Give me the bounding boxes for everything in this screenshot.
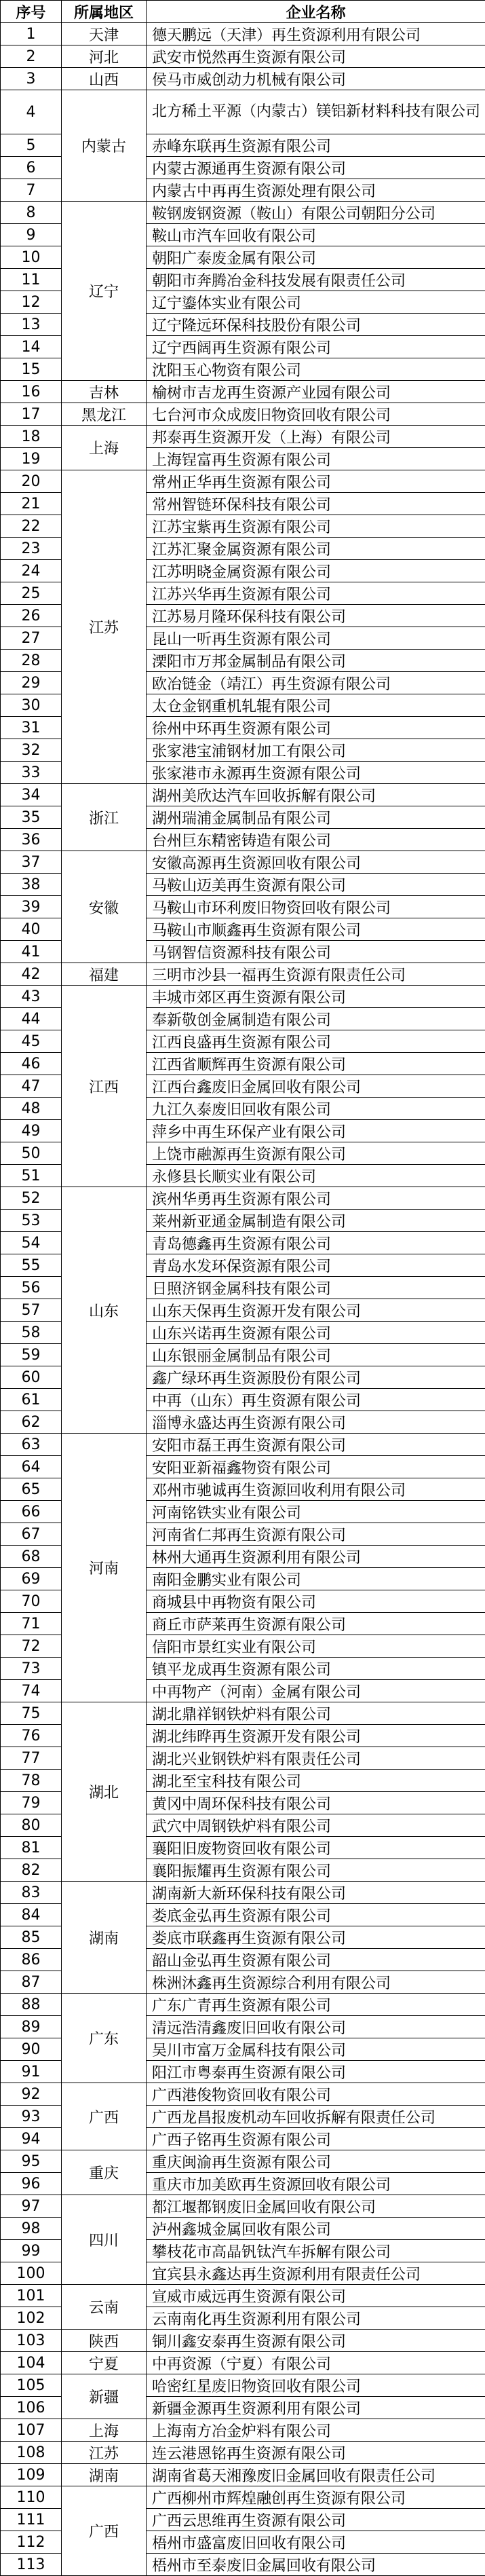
company-name: 江西省顺辉再生资源有限公司 <box>147 1053 485 1075</box>
row-number: 18 <box>1 426 62 448</box>
region-cell: 湖北 <box>62 1702 147 1882</box>
row-number: 12 <box>1 291 62 314</box>
company-name: 广西子铭再生资源有限公司 <box>147 2128 485 2150</box>
table-row <box>1 2464 485 2486</box>
company-name: 铜川鑫安泰再生资源有限公司 <box>147 2330 485 2352</box>
row-number: 52 <box>1 1187 62 1210</box>
row-number: 78 <box>1 1770 62 1792</box>
row-number: 13 <box>1 314 62 336</box>
table-row <box>1 2374 485 2397</box>
row-number: 71 <box>1 1613 62 1635</box>
row-number: 34 <box>1 784 62 806</box>
company-name: 朝阳市奔腾冶金科技发展有限责任公司 <box>147 269 485 291</box>
row-number: 111 <box>1 2509 62 2531</box>
row-number: 21 <box>1 493 62 515</box>
company-name: 重庆闽渝再生资源有限公司 <box>147 2150 485 2173</box>
company-name: 江西良盛再生资源有限公司 <box>147 1030 485 1053</box>
region-cell: 内蒙古 <box>62 90 147 202</box>
company-name: 梧州市盛富废旧回收有限公司 <box>147 2531 485 2554</box>
row-number: 80 <box>1 1814 62 1837</box>
table-row <box>1 963 485 986</box>
region-cell: 上海 <box>62 2419 147 2442</box>
row-number: 40 <box>1 918 62 941</box>
row-number: 108 <box>1 2442 62 2464</box>
row-number: 57 <box>1 1299 62 1322</box>
row-number: 2 <box>1 45 62 68</box>
table-row <box>1 2442 485 2464</box>
company-name: 清远浩清鑫废旧回收有限公司 <box>147 2016 485 2038</box>
company-name: 张家港宝浦钢材加工有限公司 <box>147 739 485 762</box>
company-name: 青岛德鑫再生资源有限公司 <box>147 1232 485 1254</box>
company-name: 林州大通再生资源利用有限公司 <box>147 1546 485 1568</box>
company-name: 武安市悦然再生资源有限公司 <box>147 45 485 68</box>
row-number: 1 <box>1 23 62 45</box>
company-name: 云南南化再生资源利用有限公司 <box>147 2307 485 2330</box>
row-number: 48 <box>1 1098 62 1120</box>
company-name: 马鞍山市顺鑫再生资源有限公司 <box>147 918 485 941</box>
row-number: 110 <box>1 2486 62 2509</box>
company-name: 邓州市驰诚再生资源回收利用有限公司 <box>147 1478 485 1501</box>
row-number: 63 <box>1 1434 62 1456</box>
row-number: 49 <box>1 1120 62 1142</box>
company-name: 马鞍山迈美再生资源有限公司 <box>147 874 485 896</box>
row-number: 98 <box>1 2218 62 2240</box>
company-name: 阳江市粤泰再生资源有限公司 <box>147 2061 485 2083</box>
company-name: 欧冶链金（靖江）再生资源有限公司 <box>147 672 485 694</box>
company-name: 新疆金源再生资源利用有限公司 <box>147 2397 485 2419</box>
row-number: 66 <box>1 1501 62 1523</box>
company-name: 安阳市磊王再生资源有限公司 <box>147 1434 485 1456</box>
row-number: 64 <box>1 1456 62 1478</box>
company-name: 湖州瑞浦金属制品有限公司 <box>147 806 485 829</box>
company-name: 安徽高源再生资源回收有限公司 <box>147 851 485 874</box>
table-row <box>1 986 485 1008</box>
company-name: 商丘市萨莱再生资源有限公司 <box>147 1613 485 1635</box>
company-name: 朝阳广泰废金属有限公司 <box>147 246 485 269</box>
row-number: 79 <box>1 1792 62 1814</box>
company-name: 江苏宝紫再生资源有限公司 <box>147 515 485 538</box>
company-name: 中再（山东）再生资源有限公司 <box>147 1389 485 1411</box>
row-number: 70 <box>1 1590 62 1613</box>
table-row <box>1 381 485 403</box>
company-name: 河南省仁邦再生资源有限公司 <box>147 1523 485 1546</box>
row-number: 19 <box>1 448 62 470</box>
company-name: 哈密红星废旧物资回收有限公司 <box>147 2374 485 2397</box>
table-row <box>1 1994 485 2016</box>
row-number: 16 <box>1 381 62 403</box>
row-number: 101 <box>1 2285 62 2307</box>
company-name: 江苏兴华再生资源有限公司 <box>147 582 485 605</box>
company-name: 辽宁鎏体实业有限公司 <box>147 291 485 314</box>
region-cell: 山西 <box>62 68 147 90</box>
table-row <box>1 2352 485 2374</box>
company-name: 滨州华勇再生资源有限公司 <box>147 1187 485 1210</box>
row-number: 20 <box>1 470 62 493</box>
table-row <box>1 2330 485 2352</box>
company-name: 徐州中环再生资源有限公司 <box>147 717 485 739</box>
row-number: 58 <box>1 1322 62 1344</box>
company-name: 马钢智信资源科技有限公司 <box>147 941 485 963</box>
company-name: 莱州新亚通金属制造有限公司 <box>147 1210 485 1232</box>
company-name: 重庆市加美欧再生资源回收有限公司 <box>147 2173 485 2195</box>
company-name: 山东天保再生资源开发有限公司 <box>147 1299 485 1322</box>
company-name: 丰城市郊区再生资源有限公司 <box>147 986 485 1008</box>
row-number: 92 <box>1 2083 62 2106</box>
row-number: 77 <box>1 1747 62 1770</box>
region-cell: 广西 <box>62 2486 147 2576</box>
row-number: 96 <box>1 2173 62 2195</box>
table-row <box>1 90 485 134</box>
company-name: 淄博永盛达再生资源有限公司 <box>147 1411 485 1434</box>
row-number: 97 <box>1 2195 62 2218</box>
row-number: 29 <box>1 672 62 694</box>
region-cell: 黑龙江 <box>62 403 147 426</box>
row-number: 100 <box>1 2262 62 2285</box>
company-name: 上饶市融源再生资源有限公司 <box>147 1142 485 1165</box>
row-number: 35 <box>1 806 62 829</box>
region-cell: 安徽 <box>62 851 147 963</box>
row-number: 76 <box>1 1725 62 1747</box>
row-number: 38 <box>1 874 62 896</box>
company-name: 日照济钢金属科技有限公司 <box>147 1277 485 1299</box>
row-number: 106 <box>1 2397 62 2419</box>
row-number: 45 <box>1 1030 62 1053</box>
company-name: 娄底市联鑫再生资源有限公司 <box>147 1926 485 1949</box>
row-number: 68 <box>1 1546 62 1568</box>
company-name: 鞍钢废钢资源（鞍山）有限公司朝阳分公司 <box>147 202 485 224</box>
row-number: 33 <box>1 762 62 784</box>
row-number: 69 <box>1 1568 62 1590</box>
row-number: 91 <box>1 2061 62 2083</box>
company-name: 广西云思维再生资源有限公司 <box>147 2509 485 2531</box>
company-name: 娄底金弘再生资源有限公司 <box>147 1904 485 1926</box>
company-name: 德天鹏远（天津）再生资源利用有限公司 <box>147 23 485 45</box>
company-name: 广西港俊物资回收有限公司 <box>147 2083 485 2106</box>
region-cell: 陕西 <box>62 2330 147 2352</box>
company-name: 青岛水发环保资源有限公司 <box>147 1254 485 1277</box>
row-number: 14 <box>1 336 62 358</box>
table-row <box>1 403 485 426</box>
company-name: 湖南新大新环保科技有限公司 <box>147 1882 485 1904</box>
region-cell: 湖南 <box>62 1882 147 1994</box>
row-number: 90 <box>1 2038 62 2061</box>
region-cell: 河南 <box>62 1434 147 1702</box>
region-cell: 河北 <box>62 45 147 68</box>
row-number: 26 <box>1 605 62 627</box>
table-row <box>1 2486 485 2509</box>
row-number: 36 <box>1 829 62 851</box>
region-cell: 江苏 <box>62 470 147 784</box>
row-number: 102 <box>1 2307 62 2330</box>
company-name: 邦泰再生资源开发（上海）有限公司 <box>147 426 485 448</box>
region-cell: 上海 <box>62 426 147 470</box>
row-number: 47 <box>1 1075 62 1098</box>
company-name: 连云港恩铭再生资源有限公司 <box>147 2442 485 2464</box>
row-number: 59 <box>1 1344 62 1366</box>
company-name: 广东广青再生资源有限公司 <box>147 1994 485 2016</box>
company-name: 榆树市吉龙再生资源产业园有限公司 <box>147 381 485 403</box>
row-number: 88 <box>1 1994 62 2016</box>
company-name: 梧州市至泰废旧金属回收有限公司 <box>147 2554 485 2576</box>
company-name: 太仓金钢重机轧辊有限公司 <box>147 694 485 717</box>
row-number: 8 <box>1 202 62 224</box>
company-name: 江苏易月隆环保科技有限公司 <box>147 605 485 627</box>
company-name: 辽宁隆远环保科技股份有限公司 <box>147 314 485 336</box>
company-name: 江苏汇聚金属资源有限公司 <box>147 538 485 560</box>
company-name: 马鞍山市环利废旧物资回收有限公司 <box>147 896 485 918</box>
row-number: 17 <box>1 403 62 426</box>
row-number: 112 <box>1 2531 62 2554</box>
table-row <box>1 202 485 224</box>
row-number: 25 <box>1 582 62 605</box>
row-number: 54 <box>1 1232 62 1254</box>
row-number: 103 <box>1 2330 62 2352</box>
company-name: 奉新敬创金属制造有限公司 <box>147 1008 485 1030</box>
table-body <box>1 23 485 2576</box>
row-number: 3 <box>1 68 62 90</box>
company-name: 内蒙古中再再生资源处理有限公司 <box>147 179 485 202</box>
region-cell: 江苏 <box>62 2442 147 2464</box>
company-name: 北方稀土平源（内蒙古）镁铝新材料科技有限公司 <box>147 90 485 134</box>
company-name: 赤峰东联再生资源有限公司 <box>147 134 485 157</box>
row-number: 60 <box>1 1366 62 1389</box>
row-number: 99 <box>1 2240 62 2262</box>
region-cell: 四川 <box>62 2195 147 2285</box>
region-cell: 福建 <box>62 963 147 986</box>
row-number: 67 <box>1 1523 62 1546</box>
table-row <box>1 1434 485 1456</box>
row-number: 73 <box>1 1658 62 1680</box>
row-number: 61 <box>1 1389 62 1411</box>
company-name: 宣威市威远再生资源有限公司 <box>147 2285 485 2307</box>
region-cell: 广西 <box>62 2083 147 2150</box>
region-cell: 重庆 <box>62 2150 147 2195</box>
region-cell: 湖南 <box>62 2464 147 2486</box>
company-name: 侯马市威创动力机械有限公司 <box>147 68 485 90</box>
row-number: 43 <box>1 986 62 1008</box>
company-name: 南阳金鹏实业有限公司 <box>147 1568 485 1590</box>
region-cell: 宁夏 <box>62 2352 147 2374</box>
row-number: 5 <box>1 134 62 157</box>
region-cell: 广东 <box>62 1994 147 2083</box>
company-name: 鑫广绿环再生资源股份有限公司 <box>147 1366 485 1389</box>
company-name: 湖北鼎祥钢铁炉料有限公司 <box>147 1702 485 1725</box>
company-name: 常州正华再生资源有限公司 <box>147 470 485 493</box>
row-number: 31 <box>1 717 62 739</box>
row-number: 89 <box>1 2016 62 2038</box>
table-row <box>1 784 485 806</box>
table-row <box>1 2195 485 2218</box>
row-number: 107 <box>1 2419 62 2442</box>
company-name: 萍乡中再生环保产业有限公司 <box>147 1120 485 1142</box>
header-no: 序号 <box>1 1 62 23</box>
row-number: 95 <box>1 2150 62 2173</box>
company-name: 攀枝花市高晶钒钛汽车拆解有限公司 <box>147 2240 485 2262</box>
company-name: 吴川市富万金属科技有限公司 <box>147 2038 485 2061</box>
company-name: 镇平龙成再生资源有限公司 <box>147 1658 485 1680</box>
row-number: 27 <box>1 627 62 650</box>
region-cell: 天津 <box>62 23 147 45</box>
table-row <box>1 470 485 493</box>
header-name: 企业名称 <box>147 1 485 23</box>
company-name: 溧阳市万邦金属制品有限公司 <box>147 650 485 672</box>
company-name: 河南铭铁实业有限公司 <box>147 1501 485 1523</box>
row-number: 93 <box>1 2106 62 2128</box>
row-number: 105 <box>1 2374 62 2397</box>
row-number: 86 <box>1 1949 62 1971</box>
company-name: 襄阳旧废物资回收有限公司 <box>147 1837 485 1859</box>
row-number: 41 <box>1 941 62 963</box>
company-name: 上海锃富再生资源有限公司 <box>147 448 485 470</box>
company-name: 襄阳振耀再生资源有限公司 <box>147 1859 485 1882</box>
header-region: 所属地区 <box>62 1 147 23</box>
row-number: 53 <box>1 1210 62 1232</box>
company-name: 韶山金弘再生资源有限公司 <box>147 1949 485 1971</box>
table-row <box>1 45 485 68</box>
region-cell: 浙江 <box>62 784 147 851</box>
row-number: 75 <box>1 1702 62 1725</box>
company-name: 江西台鑫废旧金属回收有限公司 <box>147 1075 485 1098</box>
row-number: 4 <box>1 90 62 134</box>
region-cell: 吉林 <box>62 381 147 403</box>
row-number: 74 <box>1 1680 62 1702</box>
table-row <box>1 851 485 874</box>
company-name: 湖北兴业钢铁炉料有限责任公司 <box>147 1747 485 1770</box>
row-number: 10 <box>1 246 62 269</box>
company-name: 山东兴诺再生资源有限公司 <box>147 1322 485 1344</box>
company-name: 信阳市景红实业有限公司 <box>147 1635 485 1658</box>
company-name: 中再资源（宁夏）有限公司 <box>147 2352 485 2374</box>
company-name: 湖北纬晔再生资源开发有限公司 <box>147 1725 485 1747</box>
company-name: 三明市沙县一福再生资源有限责任公司 <box>147 963 485 986</box>
region-cell: 辽宁 <box>62 202 147 381</box>
row-number: 72 <box>1 1635 62 1658</box>
row-number: 104 <box>1 2352 62 2374</box>
company-name: 武穴中周钢铁炉料有限公司 <box>147 1814 485 1837</box>
company-name: 江苏明晓金属资源有限公司 <box>147 560 485 582</box>
table-row <box>1 1702 485 1725</box>
company-name: 都江堰都钢废旧金属回收有限公司 <box>147 2195 485 2218</box>
row-number: 55 <box>1 1254 62 1277</box>
row-number: 37 <box>1 851 62 874</box>
row-number: 7 <box>1 179 62 202</box>
table-row <box>1 1882 485 1904</box>
row-number: 109 <box>1 2464 62 2486</box>
company-name: 内蒙古源通再生资源有限公司 <box>147 157 485 179</box>
row-number: 87 <box>1 1971 62 1994</box>
row-number: 24 <box>1 560 62 582</box>
row-number: 65 <box>1 1478 62 1501</box>
company-name: 九江久泰废旧回收有限公司 <box>147 1098 485 1120</box>
company-name: 永修县长顺实业有限公司 <box>147 1165 485 1187</box>
row-number: 11 <box>1 269 62 291</box>
row-number: 56 <box>1 1277 62 1299</box>
row-number: 6 <box>1 157 62 179</box>
company-name: 上海南方冶金炉料有限公司 <box>147 2419 485 2442</box>
row-number: 84 <box>1 1904 62 1926</box>
row-number: 28 <box>1 650 62 672</box>
company-name: 宜宾县永鑫达再生资源利用有限责任公司 <box>147 2262 485 2285</box>
company-name: 台州巨东精密铸造有限公司 <box>147 829 485 851</box>
row-number: 15 <box>1 358 62 381</box>
company-name: 泸州鑫城金属回收有限公司 <box>147 2218 485 2240</box>
table-row <box>1 2285 485 2307</box>
company-name: 商城县中再物资有限公司 <box>147 1590 485 1613</box>
row-number: 51 <box>1 1165 62 1187</box>
company-name: 湖北至宝科技有限公司 <box>147 1770 485 1792</box>
row-number: 81 <box>1 1837 62 1859</box>
row-number: 30 <box>1 694 62 717</box>
row-number: 113 <box>1 2554 62 2576</box>
row-number: 22 <box>1 515 62 538</box>
company-name: 广西龙昌报废机动车回收拆解有限责任公司 <box>147 2106 485 2128</box>
company-name: 黄冈中周环保科技有限公司 <box>147 1792 485 1814</box>
table-row <box>1 68 485 90</box>
row-number: 44 <box>1 1008 62 1030</box>
company-name: 株洲沐鑫再生资源综合利用有限公司 <box>147 1971 485 1994</box>
company-name: 常州智链环保科技有限公司 <box>147 493 485 515</box>
table-header <box>1 1 485 23</box>
region-cell: 新疆 <box>62 2374 147 2419</box>
company-name: 中再物产（河南）金属有限公司 <box>147 1680 485 1702</box>
company-name: 鞍山市汽车回收有限公司 <box>147 224 485 246</box>
company-name: 湖南省葛天湘豫废旧金属回收有限责任公司 <box>147 2464 485 2486</box>
header-row <box>1 1 485 23</box>
company-name: 广西柳州市辉煌融创再生资源有限公司 <box>147 2486 485 2509</box>
row-number: 9 <box>1 224 62 246</box>
table-row <box>1 1187 485 1210</box>
row-number: 32 <box>1 739 62 762</box>
row-number: 94 <box>1 2128 62 2150</box>
table-row <box>1 2083 485 2106</box>
company-name: 山东银丽金属制品有限公司 <box>147 1344 485 1366</box>
table-row <box>1 23 485 45</box>
company-name: 辽宁西阔再生资源有限公司 <box>147 336 485 358</box>
row-number: 42 <box>1 963 62 986</box>
row-number: 39 <box>1 896 62 918</box>
region-cell: 山东 <box>62 1187 147 1434</box>
region-cell: 云南 <box>62 2285 147 2330</box>
company-name: 湖州美欣达汽车回收拆解有限公司 <box>147 784 485 806</box>
region-cell: 江西 <box>62 986 147 1187</box>
company-name: 沈阳玉心物资有限公司 <box>147 358 485 381</box>
row-number: 46 <box>1 1053 62 1075</box>
table-row <box>1 2150 485 2173</box>
row-number: 62 <box>1 1411 62 1434</box>
company-name: 张家港市永源再生资源有限公司 <box>147 762 485 784</box>
row-number: 23 <box>1 538 62 560</box>
table-row <box>1 426 485 448</box>
row-number: 50 <box>1 1142 62 1165</box>
company-name: 安阳亚新福鑫物资有限公司 <box>147 1456 485 1478</box>
row-number: 82 <box>1 1859 62 1882</box>
company-name: 七台河市众成废旧物资回收有限公司 <box>147 403 485 426</box>
row-number: 83 <box>1 1882 62 1904</box>
company-name: 昆山一听再生资源有限公司 <box>147 627 485 650</box>
table-row <box>1 2419 485 2442</box>
row-number: 85 <box>1 1926 62 1949</box>
